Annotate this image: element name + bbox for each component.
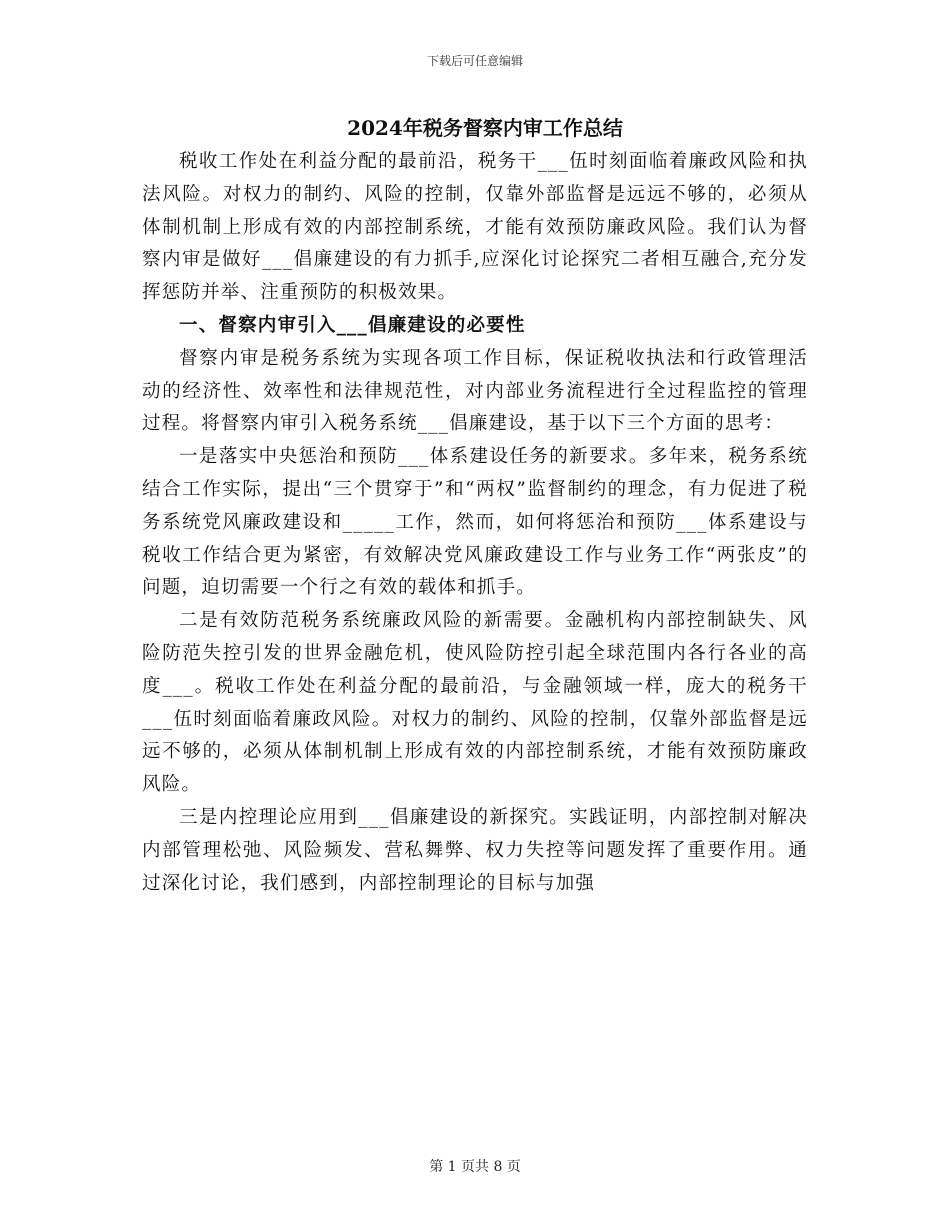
document-title: 2024年税务督察内审工作总结 [347, 116, 623, 140]
paragraph-point-3: 三是内控理论应用到___倡廉建设的新探究。实践证明，内部控制对解决内部管理松弛、风险频发、营私舞弊、权力失控等问题发挥了重要作用。通过深化讨论，我们感到，内部控制理论的目标与加强 [142, 806, 808, 894]
section-heading-1: 一、督察内审引入___倡廉建设的必要性 [179, 314, 526, 336]
paragraph-intro: 税收工作处在利益分配的最前沿，税务干___伍时刻面临着廉政风险和执法风险。对权力的制约、风险的控制，仅靠外部监督是远远不够的，必须从体制机制上形成有效的内部控制系统，才能有效预防廉政风险。我们认为督察内审是做好___倡廉建设的有力抓手,应深化讨论探究二者相互融合,充分发挥惩防并举、注重预防的积极效果。 [142, 151, 808, 304]
paragraph-point-1: 一是落实中央惩治和预防___体系建设任务的新要求。多年来，税务系统结合工作实际，提出“三个贯穿于”和“两权”监督制约的理念，有力促进了税务系统党风廉政建设和_____工作，然而，如何将惩治和预防___体系建设与税收工作结合更为紧密，有效解决党风廉政建设工作与业务工作“两张皮”的问题，迫切需要一个行之有效的载体和抓手。 [142, 446, 808, 599]
paragraph-section-1-intro: 督察内审是税务系统为实现各项工作目标，保证税收执法和行政管理活动的经济性、效率性和法律规范性，对内部业务流程进行全过程监控的管理过程。将督察内审引入税务系统___倡廉建设，基于以下三个方面的思考： [142, 347, 808, 435]
page-number: 第 1 页共 8 页 [429, 1159, 521, 1175]
document-body [142, 110, 808, 900]
page-header-note: 下载后可任意编辑 [426, 54, 523, 68]
paragraph-point-2: 二是有效防范税务系统廉政风险的新需要。金融机构内部控制缺失、风险防范失控引发的世界金融危机，使风险防控引起全球范围内各行各业的高度___。税收工作处在利益分配的最前沿，与金融领域一样，庞大的税务干___伍时刻面临着廉政风险。对权力的制约、风险的控制，仅靠外部监督是远远不够的，必须从体制机制上形成有效的内部控制系统，才能有效预防廉政风险。 [142, 610, 808, 796]
